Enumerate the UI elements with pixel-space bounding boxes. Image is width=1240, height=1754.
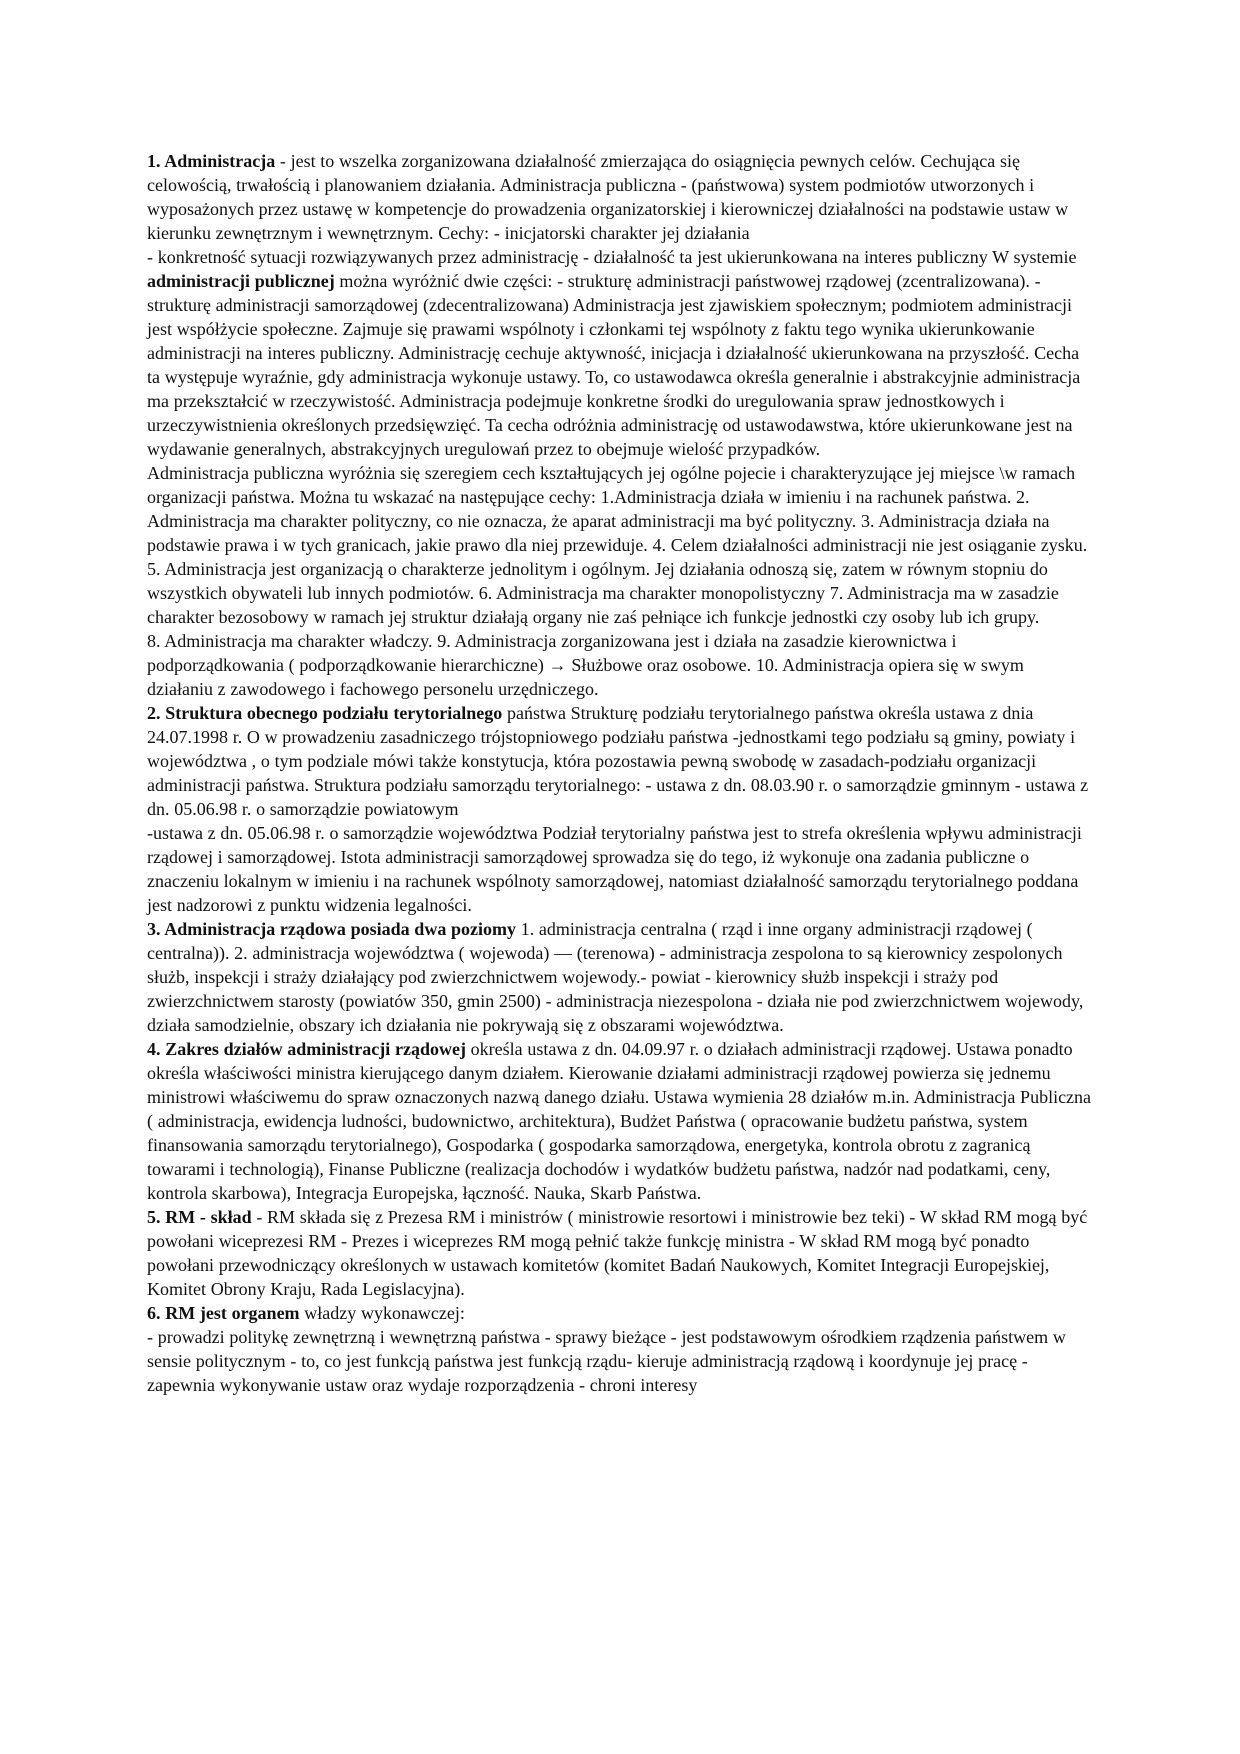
paragraph-podzial-terytorialny [147, 821, 1092, 917]
paragraph-cechy-administracji [147, 461, 1092, 557]
paragraph-text: - RM składa się z Prezesa RM i ministrów ( ministrowie resortowi i ministrowie bez teki) - W skład RM mogą być powołani wiceprezesi RM - Prezes i wiceprezes RM mogą pełnić także funkcję ministra - W skład RM mogą być ponadto powołani przewodniczący określonych w ustawach komitetów (komitet Badań Naukowych, Komitet Integracji Europejskiej, Komitet Obrony Kraju, Rada Legislacyjna). [147, 1207, 1088, 1299]
paragraph-text: -ustawa z dn. 05.06.98 r. o samorządzie województwa Podział terytorialny państwa jest to strefa określenia wpływu administracji rządowej i samorządowej. Istota administracji samorządowej sprowadza się do tego, iż wykonuje ona zadania publiczne o znaczeniu lokalnym w imieniu i na rachunek wspólnoty samorządowej, natomiast działalność samorządu terytorialnego poddana jest nadzorowi z punktu widzenia legalności. [147, 823, 1082, 915]
paragraph-text: określa ustawa z dn. 04.09.97 r. o działach administracji rządowej. Ustawa ponadto określa właściwości ministra kierującego danym działem. Kierowanie działami administracji rządowej powierza się jednemu ministrowi właściwemu do spraw oznaczonych nazwą danego działu. Ustawa wymienia 28 działów m.in. Administracja Publiczna ( administracja, ewidencja ludności, budownictwo, architektura), Budżet Państwa ( opracowanie budżetu państwa, system finansowania samorządu terytorialnego), Gospodarka ( gospodarka samorządowa, energetyka, kontrola obrotu z zagranicą towarami i technologią), Finanse Publiczne (realizacja dochodów i wydatków budżetu państwa, nadzór nad podatkami, ceny, kontrola skarbowa), Integracja Europejska, łączność. Nauka, Skarb Państwa. [147, 1039, 1092, 1203]
paragraph-6-rm-organ [147, 1301, 1092, 1325]
paragraph-text: - prowadzi politykę zewnętrzną i wewnętrzną państwa - sprawy bieżące - jest podstawowym ośrodkiem rządzenia państwem w sensie politycznym - to, co jest funkcją państwa jest funkcją rządu- kieruje administracją rządową i koordynuje jej pracę - zapewnia wykonywanie ustaw oraz wydaje rozporządzenia - chroni interesy [147, 1327, 1066, 1395]
paragraph-cechy-8-10 [147, 629, 1092, 701]
paragraph-text: Administracja publiczna wyróżnia się szeregiem cech kształtujących jej ogólne pojecie i charakteryzujące jej miejsce \w ramach organizacji państwa. Można tu wskazać na następujące cechy: 1.Administracja działa w imieniu i na rachunek państwa. 2. Administracja ma charakter polityczny, co nie oznacza, że aparat administracji ma być polityczny. 3. Administracja działa na podstawie prawa i w tych granicach, jakie prawo dla niej przewiduje. 4. Celem działalności administracji nie jest osiąganie zysku. [147, 463, 1088, 555]
paragraph-4-zakres-dzialow [147, 1037, 1092, 1205]
heading-rm-sklad: 5. RM - skład [147, 1207, 252, 1227]
paragraph-cechy-5-7 [147, 557, 1092, 629]
document-page [147, 149, 1092, 1397]
paragraph-1-administracja [147, 149, 1092, 245]
paragraph-cechy [147, 245, 1092, 461]
paragraph-text: - jest to wszelka zorganizowana działalność zmierzająca do osiągnięcia pewnych celów. Cechująca się celowością, trwałością i planowaniem działania. Administracja publiczna - (państwowa) system podmiotów utworzonych i wyposażonych przez ustawę w kompetencje do prowadzenia organizatorskiej i kierowniczej działalności na podstawie ustaw w kierunku zewnętrznym i wewnętrznym. Cechy: - inicjatorski charakter jej działania [147, 151, 1069, 243]
paragraph-5-rm-sklad [147, 1205, 1092, 1301]
paragraph-rm-zadania [147, 1325, 1092, 1397]
paragraph-3-administracja-rzadowa [147, 917, 1092, 1037]
paragraph-text: władzy wykonawczej: [299, 1303, 465, 1323]
paragraph-text: - konkretność sytuacji rozwiązywanych przez administrację - działalność ta jest ukierunkowana na interes publiczny W systemie [147, 247, 1077, 267]
heading-administracja: 1. Administracja [147, 151, 276, 171]
paragraph-text-continued: można wyróżnić dwie części: - strukturę administracji państwowej rządowej (zcentralizowana). - strukturę administracji samorządowej (zdecentralizowana) Administracja jest zjawiskiem społecznym; podmiotem administracji jest współżycie społeczne. Zajmuje się prawami wspólnoty i członkami tej wspólnoty z faktu tego wynika ukierunkowanie administracji na interes publiczny. Administrację cechuje aktywność, inicjacja i działalność ukierunkowana na przyszłość. Cecha ta występuje wyraźnie, gdy administracja wykonuje ustawy. To, co ustawodawca określa generalnie i abstrakcyjnie administracja ma przekształcić w rzeczywistość. Administracja podejmuje konkretne środki do uregulowania spraw jednostkowych i urzeczywistnienia określonych przedsięwzięć. Ta cecha odróżnia administrację od ustawodawstwa, które ukierunkowane jest na wydawanie generalnych, abstrakcyjnych uregulowań przez to obejmuje wielość przypadków. [147, 271, 1081, 459]
heading-rm-organ: 6. RM jest organem [147, 1303, 300, 1323]
paragraph-text: państwa Strukturę podziału terytorialnego państwa określa ustawa z dnia 24.07.1998 r. O w prowadzeniu zasadniczego trójstopniowego podziału państwa -jednostkami tego podziału są gminy, powiaty i województwa , o tym podziale mówi także konstytucja, która pozostawia pewną swobodę w zasadach-podziału organizacji administracji państwa. Struktura podziału samorządu terytorialnego: - ustawa z dn. 08.03.90 r. o samorządzie gminnym - ustawa z dn. 05.06.98 r. o samorządzie powiatowym [147, 703, 1089, 819]
inline-bold-administracji-publicznej: administracji publicznej [147, 271, 335, 291]
heading-administracja-rzadowa: 3. Administracja rządowa posiada dwa poziomy [147, 919, 517, 939]
paragraph-text: 1. administracja centralna ( rząd i inne organy administracji rządowej ( centralna)). 2. administracja województwa ( wojewoda) — (terenowa) - administracja zespolona to są kierownicy zespolonych służb, inspekcji i straży działający pod zwierzchnictwem wojewody.- powiat - kierownicy służb inspekcji i straży pod zwierzchnictwem starosty (powiatów 350, gmin 2500) - administracja niezespolona - działa nie pod zwierzchnictwem wojewody, działa samodzielnie, obszary ich działania nie pokrywają się z obszarami województwa. [147, 919, 1084, 1035]
paragraph-text: 5. Administracja jest organizacją o charakterze jednolitym i ogólnym. Jej działania odnoszą się, zatem w równym stopniu do wszystkich obywateli lub innych podmiotów. 6. Administracja ma charakter monopolistyczny 7. Administracja ma w zasadzie charakter bezosobowy w ramach jej struktur działają organy nie zaś pełniące ich funkcje jednostki czy osoby lub ich grupy. [147, 559, 1059, 627]
heading-struktura-podzialu: 2. Struktura obecnego podziału terytorialnego [147, 703, 503, 723]
paragraph-text: 8. Administracja ma charakter władczy. 9. Administracja zorganizowana jest i działa na zasadzie kierownictwa i podporządkowania ( podporządkowanie hierarchiczne) → Służbowe oraz osobowe. 10. Administracja opiera się w swym działaniu z zawodowego i fachowego personelu urzędniczego. [147, 631, 1024, 699]
heading-zakres-dzialow: 4. Zakres działów administracji rządowej [147, 1039, 466, 1059]
paragraph-2-struktura [147, 701, 1092, 821]
